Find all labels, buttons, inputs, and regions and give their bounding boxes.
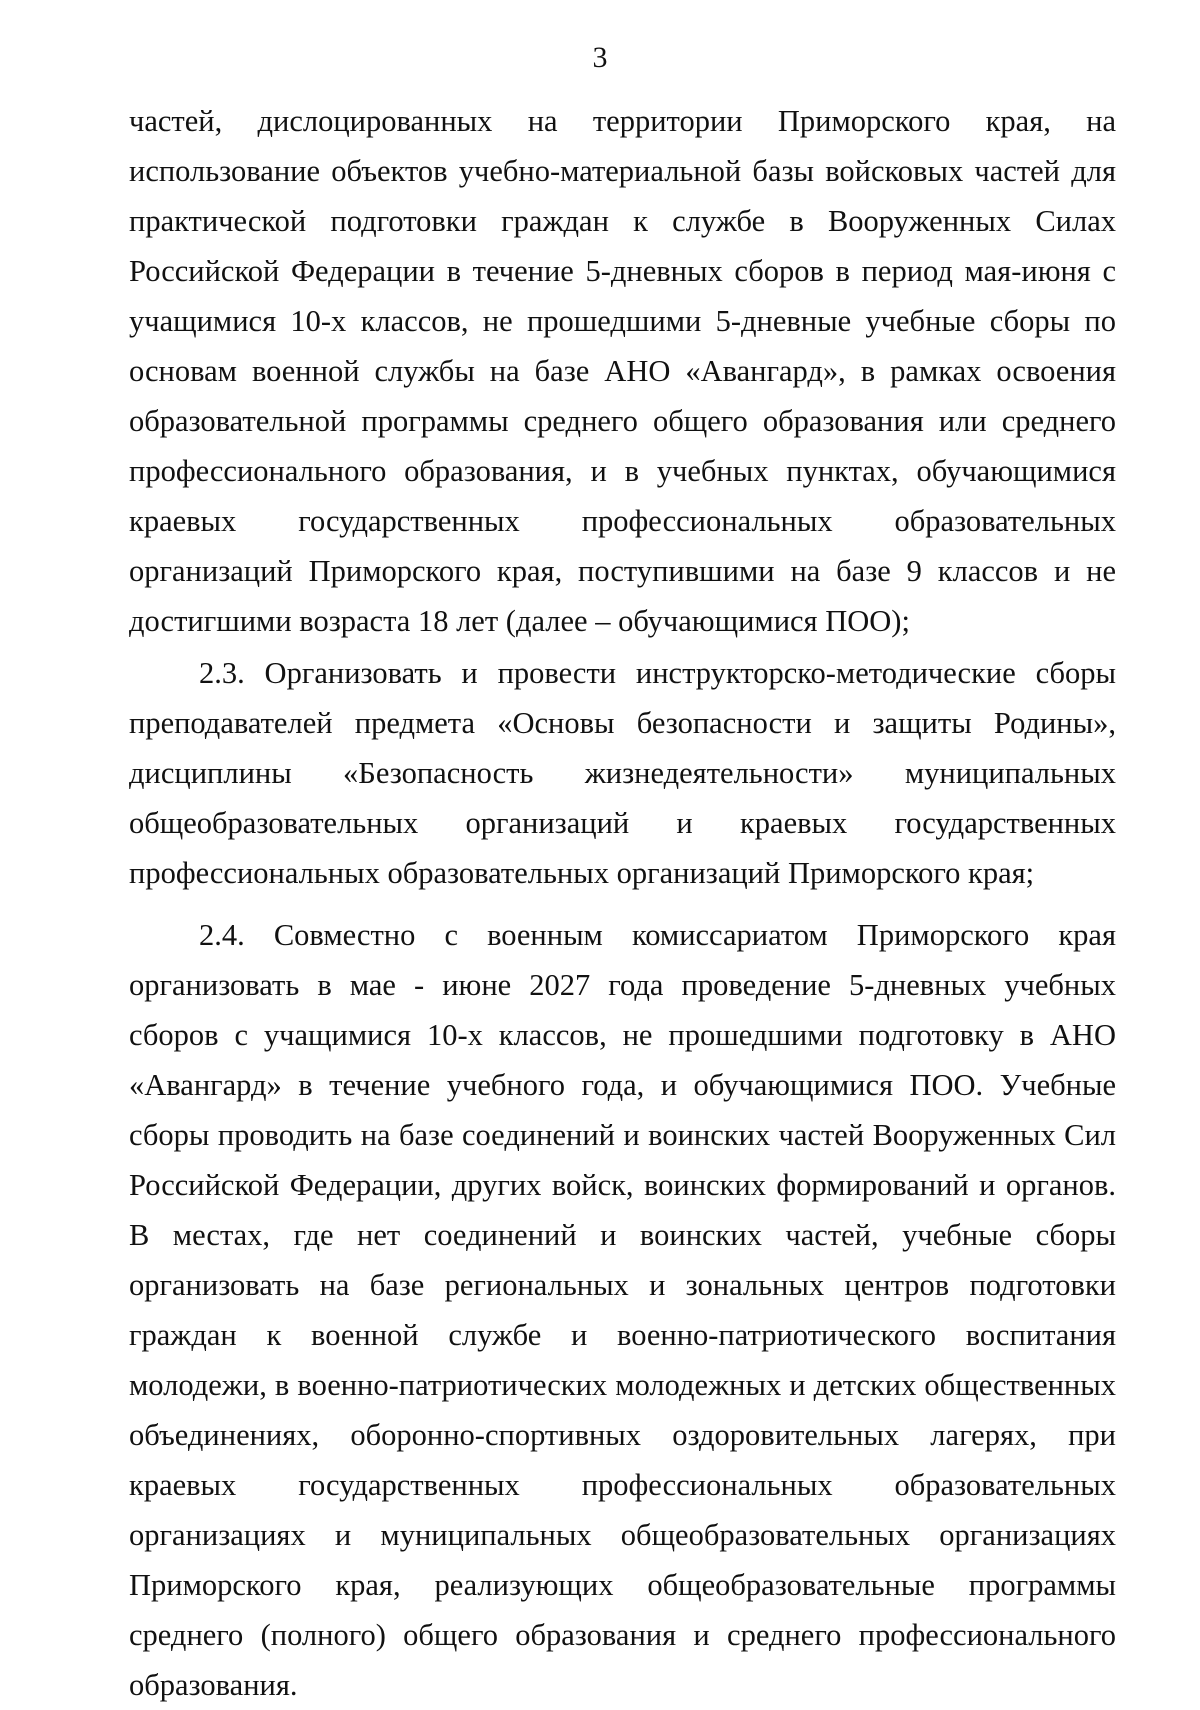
paragraph-2-4: 2.4. Совместно с военным комиссариатом Приморского края организовать в мае - июне 2027 года проведение 5-дневных учебных сборов с учащимися 10-х классов, не прошедшими подготовку в АНО «Авангард» в течение учебного года, и обучающимися ПОО. Учебные сборы проводить на базе соединений и воинских частей Вооруженных Сил Российской Федерации, других войск, воинских формирований и органов. В местах, где нет соединений и воинских частей, учебные сборы организовать на базе региональных и зональных центров подготовки граждан к военной службе и военно-патриотического воспитания молодежи, в военно-патриотических молодежных и детских общественных объединениях, оборонно-спортивных оздоровительных лагерях, при краевых государственных профессиональных образовательных организациях и муниципальных общеобразовательных организациях Приморского края, реализующих общеобразовательные программы среднего (полного) общего образования и среднего профессионального образования. (129, 918, 1116, 1702)
document-body (129, 96, 1116, 1710)
paragraph-continuation: частей, дислоцированных на территории Приморского края, на использование объектов учебно-материальной базы войсковых частей для практической подготовки граждан к службе в Вооруженных Силах Российской Федерации в течение 5-дневных сборов в период мая-июня с учащимися 10-х классов, не прошедшими 5-дневные учебные сборы по основам военной службы на базе АНО «Авангард», в рамках освоения образовательной программы среднего общего образования или среднего профессионального образования, и в учебных пунктах, обучающимися краевых государственных профессиональных образовательных организаций Приморского края, поступившими на базе 9 классов и не достигшими возраста 18 лет (далее – обучающимися ПОО); (129, 104, 1116, 638)
paragraph-2-3: 2.3. Организовать и провести инструкторско-методические сборы преподавателей предмета «Основы безопасности и защиты Родины», дисциплины «Безопасность жизнедеятельности» муниципальных общеобразовательных организаций и краевых государственных профессиональных образовательных организаций Приморского края; (129, 656, 1116, 890)
page-number: 3 (592, 41, 608, 74)
